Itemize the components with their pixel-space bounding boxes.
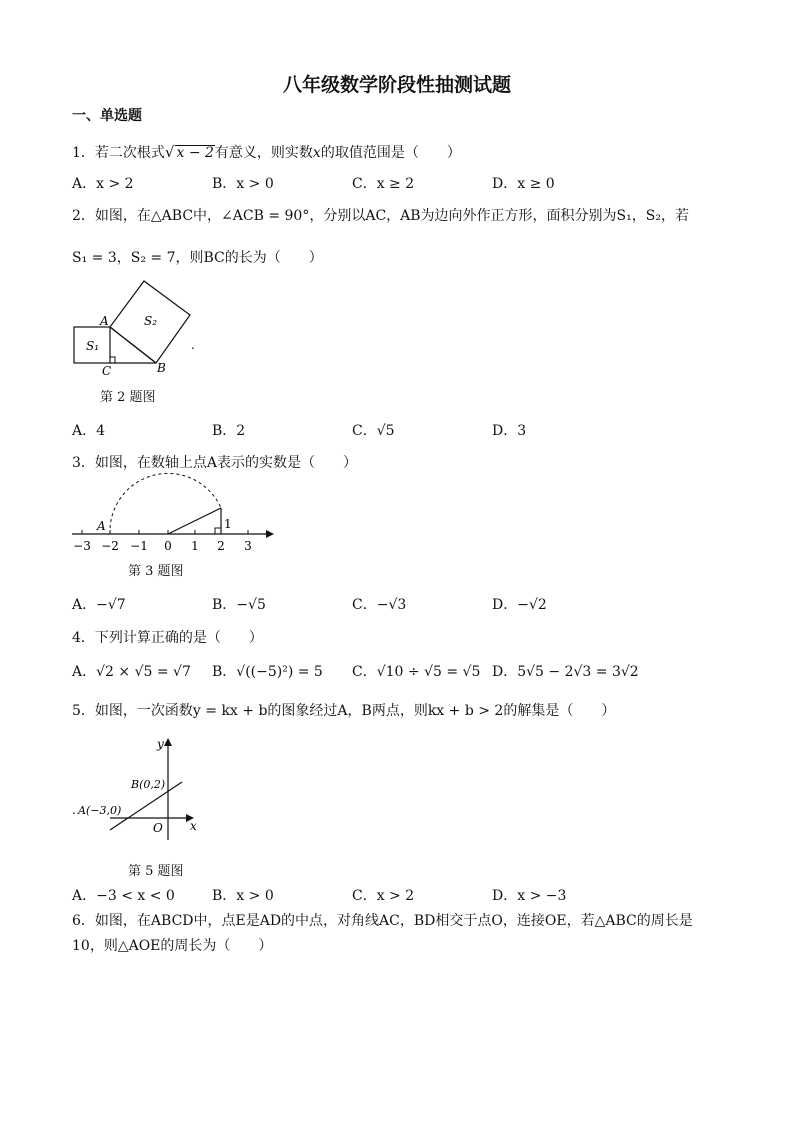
label-point-b: B(0,2) <box>131 778 166 791</box>
q2-option-c[interactable]: C．√5 <box>352 423 395 439</box>
y-axis-arrow <box>164 738 172 746</box>
q2-options <box>72 420 732 440</box>
q1-var: x <box>312 145 321 161</box>
q2-option-a[interactable]: A．4 <box>72 423 106 439</box>
stray-dot: . <box>191 338 195 352</box>
q2-option-d[interactable]: D．3 <box>492 423 527 439</box>
tick-labels <box>73 539 252 553</box>
label-c: C <box>102 364 112 378</box>
tick-label: −1 <box>130 539 148 553</box>
question-2-line-2: S₁ = 3，S₂ = 7，则BC的长为（ ） <box>72 250 323 266</box>
q1-suffix-a: 有意义，则实数 <box>214 145 313 161</box>
q5-caption: 第 5 题图 <box>128 864 184 879</box>
question-5: 5．如图，一次函数y = kx + b的图象经过A，B两点，则kx + b > 2的解集是（ ） <box>72 703 616 719</box>
label-s1: S₁ <box>86 339 100 353</box>
q1-option-a[interactable]: A．x > 2 <box>72 176 134 192</box>
label-x: x <box>190 819 197 833</box>
q5-options <box>72 885 732 905</box>
label-a: A <box>100 314 109 328</box>
q5-option-d[interactable]: D．x > −3 <box>492 888 567 904</box>
right-angle-mark <box>215 528 221 534</box>
label-y: y <box>157 737 164 751</box>
q5-option-c[interactable]: C．x > 2 <box>352 888 415 904</box>
tick-label: −2 <box>101 539 119 553</box>
q1-radicand: x − 2 <box>176 145 214 161</box>
q3-option-a[interactable]: A．−√7 <box>72 597 126 613</box>
q4-option-d[interactable]: D．5√5 − 2√3 = 3√2 <box>492 664 639 680</box>
q4-option-b[interactable]: B．√((−5)²) = 5 <box>212 664 323 680</box>
q1-suffix-b: 的取值范围是（ ） <box>320 145 461 161</box>
q3-option-b[interactable]: B．−√5 <box>212 597 266 613</box>
q1-options <box>72 173 732 193</box>
radical-sign: √ <box>164 143 175 161</box>
label-s2: S₂ <box>144 314 158 328</box>
q4-option-c[interactable]: C．√10 ÷ √5 = √5 <box>352 664 481 680</box>
q5-option-a[interactable]: A．−3 < x < 0 <box>72 888 175 904</box>
question-6-line-2: 10，则△AOE的周长为（ ） <box>72 938 273 954</box>
q1-option-c[interactable]: C．x ≥ 2 <box>352 176 415 192</box>
right-angle-mark <box>110 357 115 363</box>
stray-dot: . <box>72 803 76 817</box>
section-heading: 一、单选题 <box>72 108 142 124</box>
q3-caption: 第 3 题图 <box>128 564 184 579</box>
compass-arc <box>110 473 221 534</box>
label-one: 1 <box>224 517 232 531</box>
question-2-line-1: 2．如图，在△ABC中，∠ACB = 90°，分别以AC，AB为边向外作正方形，面积分别为S₁，S₂，若 <box>72 208 689 224</box>
q3-options <box>72 594 732 614</box>
side-ab <box>110 327 156 363</box>
q1-prefix: 1．若二次根式 <box>72 145 165 161</box>
q3-option-c[interactable]: C．−√3 <box>352 597 407 613</box>
q1-option-b[interactable]: B．x > 0 <box>212 176 274 192</box>
q3-number-line-figure <box>70 470 280 555</box>
label-point-a: A(−3,0) <box>78 804 122 817</box>
q2-caption: 第 2 题图 <box>100 390 156 405</box>
tick-label: 3 <box>244 539 252 553</box>
question-3: 3．如图，在数轴上点A表示的实数是（ ） <box>72 455 358 471</box>
q2-figure <box>60 275 210 380</box>
question-6-line-1: 6．如图，在ABCD中，点E是AD的中点，对角线AC，BD相交于点O，连接OE，若△ABC的周长是 <box>72 913 693 929</box>
q5-option-b[interactable]: B．x > 0 <box>212 888 274 904</box>
q4-option-a[interactable]: A．√2 × √5 = √7 <box>72 664 191 680</box>
question-1 <box>72 142 461 162</box>
question-4: 4．下列计算正确的是（ ） <box>72 630 263 646</box>
q1-option-d[interactable]: D．x ≥ 0 <box>492 176 555 192</box>
q3-option-d[interactable]: D．−√2 <box>492 597 547 613</box>
axis-arrow <box>266 530 274 538</box>
tick-label: 0 <box>164 539 172 553</box>
tick-label: 2 <box>217 539 225 553</box>
label-point-a: A <box>97 519 106 533</box>
tick-label: −3 <box>73 539 91 553</box>
page-title: 八年级数学阶段性抽测试题 <box>282 74 511 96</box>
label-b: B <box>157 361 166 375</box>
q4-options <box>72 661 732 681</box>
label-origin: O <box>153 821 163 835</box>
tick-label: 1 <box>191 539 199 553</box>
q5-graph-figure <box>70 736 210 846</box>
q2-option-b[interactable]: B．2 <box>212 423 246 439</box>
